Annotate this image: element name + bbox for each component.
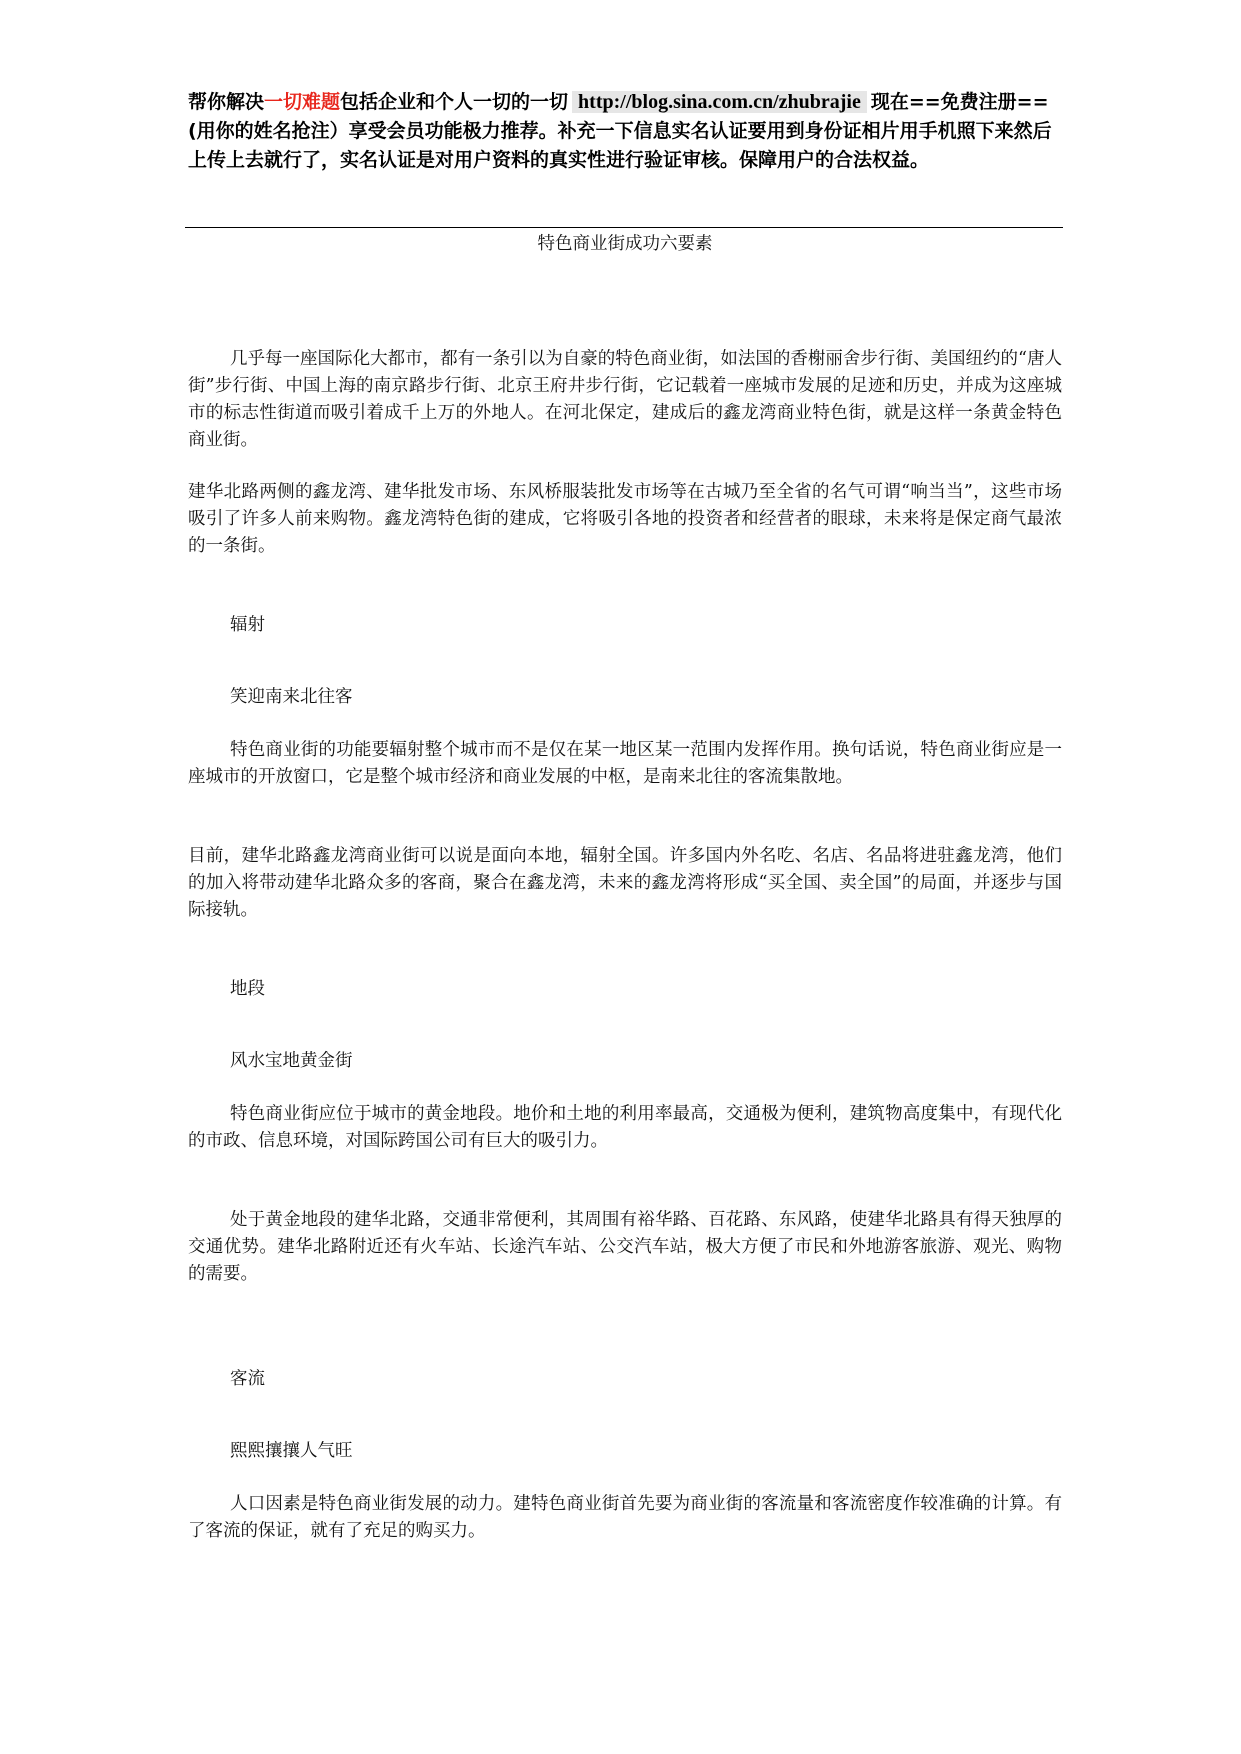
promo-banner [188,88,1062,175]
blog-link[interactable]: http://blog.sina.com.cn/zhubrajie [572,91,867,113]
section-subheading-traffic: 熙熙攘攘人气旺 [230,1441,353,1461]
banner-text-2: 包括企业和个人一切的一切 [340,91,569,113]
header-divider [185,227,1063,228]
section-subheading-location: 风水宝地黄金街 [230,1051,353,1071]
paragraph-radiation-2: 目前，建华北路鑫龙湾商业街可以说是面向本地，辐射全国。许多国内外名吃、名店、名品将进驻鑫龙湾，他们的加入将带动建华北路众多的客商，聚合在鑫龙湾，未来的鑫龙湾将形成“买全国、卖全国”的局面，并逐步与国际接轨。 [188,846,1062,920]
paragraph-location-1: 特色商业街应位于城市的黄金地段。地价和土地的利用率最高，交通极为便利，建筑物高度集中，有现代化的市政、信息环境，对国际跨国公司有巨大的吸引力。 [188,1104,1062,1151]
banner-text-3: 现在==免费注册==(用你的姓名抢注）享受会员功能极力推荐。补充一下信息实名认证要用到身份证相片用手机照下来然后上传上去就行了，实名认证是对用户资料的真实性进行验证审核。保障用户的合法权益。 [188,91,1052,171]
section-heading-radiation: 辐射 [230,615,265,635]
document-page [188,88,1062,1541]
paragraph-traffic-1: 人口因素是特色商业街发展的动力。建特色商业街首先要为商业街的客流量和客流密度作较准确的计算。有了客流的保证，就有了充足的购买力。 [188,1494,1062,1541]
paragraph-radiation-1: 特色商业街的功能要辐射整个城市而不是仅在某一地区某一范围内发挥作用。换句话说，特色商业街应是一座城市的开放窗口，它是整个城市经济和商业发展的中枢，是南来北往的客流集散地。 [188,740,1062,787]
paragraph-location-2: 处于黄金地段的建华北路，交通非常便利，其周围有裕华路、百花路、东风路，使建华北路具有得天独厚的交通优势。建华北路附近还有火车站、长途汽车站、公交汽车站，极大方便了市民和外地游客旅游、观光、购物的需要。 [188,1210,1062,1284]
article-title: 特色商业街成功六要素 [537,234,713,254]
paragraph-market: 建华北路两侧的鑫龙湾、建华批发市场、东风桥服装批发市场等在古城乃至全省的名气可谓“响当当”，这些市场吸引了许多人前来购物。鑫龙湾特色街的建成，它将吸引各地的投资者和经营者的眼球，未来将是保定商气最浓的一条街。 [188,482,1062,556]
section-heading-location: 地段 [230,979,265,999]
section-heading-traffic: 客流 [230,1369,265,1389]
section-subheading-radiation: 笑迎南来北往客 [230,687,353,707]
paragraph-intro: 几乎每一座国际化大都市，都有一条引以为自豪的特色商业街，如法国的香榭丽舍步行街、美国纽约的“唐人街”步行街、中国上海的南京路步行街、北京王府井步行街，它记载着一座城市发展的足迹和历史，并成为这座城市的标志性街道而吸引着成千上万的外地人。在河北保定，建成后的鑫龙湾商业特色街，就是这样一条黄金特色商业街。 [188,349,1062,450]
banner-text-1: 帮你解决 [188,91,265,113]
banner-highlight: 一切难题 [264,91,341,113]
article-body [188,284,1062,1545]
